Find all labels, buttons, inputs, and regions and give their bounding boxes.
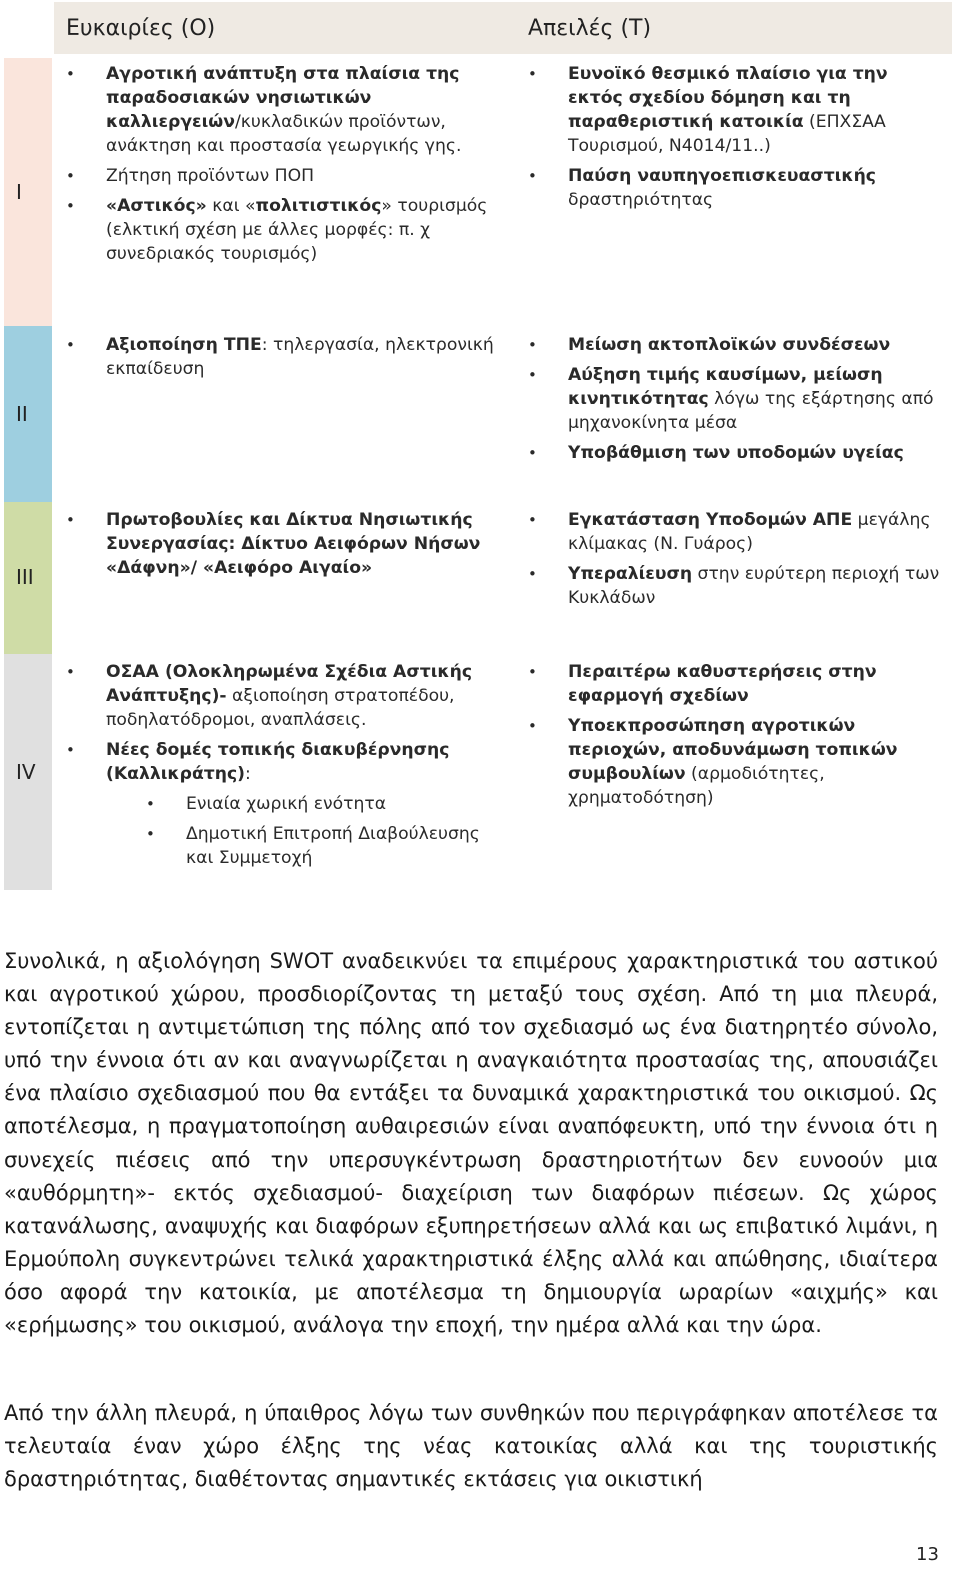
threats-cell-ii — [528, 333, 944, 471]
opportunities-cell-iii — [66, 508, 498, 586]
row-band-iii — [4, 502, 52, 654]
list-item: • Αξιοποίηση ΤΠΕ: τηλεργασία, ηλεκτρονική εκπαίδευση — [66, 333, 498, 381]
opportunities-header-text: Ευκαιρίες (O) — [66, 16, 216, 41]
list-item: • Υπεραλίευση στην ευρύτερη περιοχή των Κυκλάδων — [528, 562, 944, 610]
threats-cell-iii — [528, 508, 944, 616]
list-item: • ΟΣΑΑ (Ολοκληρωμένα Σχέδια Αστικής Ανάπτυξης)- αξιοποίηση στρατοπέδου, ποδηλατόδρομοι, αναπλάσεις. — [66, 660, 506, 732]
opportunities-header — [54, 2, 504, 54]
opportunities-cell-iv — [66, 660, 506, 876]
row-band-ii — [4, 326, 52, 502]
threats-header-text: Απειλές (T) — [528, 16, 652, 41]
page-number: 13 — [916, 1544, 939, 1565]
threats-cell-iv — [528, 660, 928, 816]
threats-header — [504, 2, 952, 54]
list-item: • Ευνοϊκό θεσμικό πλαίσιο για την εκτός σχεδίου δόμηση και τη παραθεριστική κατοικία (ΕΠΧΣΑΑ Τουρισμού, Ν4014/11..) — [528, 62, 944, 158]
sub-list-item: • Ενιαία χωρική ενότητα — [66, 792, 506, 816]
list-item: • Εγκατάσταση Υποδομών ΑΠΕ μεγάλης κλίμακας (Ν. Γυάρος) — [528, 508, 944, 556]
list-item: • Υποβάθμιση των υποδομών υγείας — [528, 441, 944, 465]
list-item: • Αγροτική ανάπτυξη στα πλαίσια της παραδοσιακών νησιωτικών καλλιεργειών/κυκλαδικών προϊόντων, ανάκτηση και προστασία γεωργικής γης. — [66, 62, 498, 158]
list-item: • Μείωση ακτοπλοϊκών συνδέσεων — [528, 333, 944, 357]
threats-cell-i — [528, 62, 944, 218]
list-item: • Αύξηση τιμής καυσίμων, μείωση κινητικότητας λόγω της εξάρτησης από μηχανοκίνητα μέσα — [528, 363, 944, 435]
list-item: • Παύση ναυπηγοεπισκευαστικής δραστηριότητας — [528, 164, 944, 212]
row-label: III — [16, 565, 34, 589]
list-item: • «Αστικός» και «πολιτιστικός» τουρισμός (ελκτική σχέση με άλλες μορφές: π. χ συνεδριακός τουρισμός) — [66, 194, 498, 266]
row-label: IV — [16, 760, 36, 784]
row-band-iv — [4, 654, 52, 890]
row-band-i — [4, 58, 52, 326]
list-item: • Υποεκπροσώπηση αγροτικών περιοχών, αποδυνάμωση τοπικών συμβουλίων (αρμοδιότητες, χρηματοδότηση) — [528, 714, 928, 810]
row-label: I — [16, 180, 22, 204]
list-item: • Ζήτηση προϊόντων ΠΟΠ — [66, 164, 498, 188]
row-label: II — [16, 402, 28, 426]
body-paragraph-2: Από την άλλη πλευρά, η ύπαιθρος λόγω των συνθηκών που περιγράφηκαν αποτέλεσε τα τελευταία έναν χώρο έλξης της νέας κατοικίας αλλά και της τουριστικής δραστηριότητας, διαθέτοντας σημαντικές εκτάσεις για οικιστική — [4, 1401, 938, 1492]
list-item: • Νέες δομές τοπικής διακυβέρνησης (Καλλικράτης): — [66, 738, 506, 786]
opportunities-cell-i — [66, 62, 498, 272]
list-item: • Πρωτοβουλίες και Δίκτυα Νησιωτικής Συνεργασίας: Δίκτυο Αειφόρων Νήσων «Δάφνη»/ «Αειφόρο Αιγαίο» — [66, 508, 498, 580]
opportunities-cell-ii — [66, 333, 498, 387]
list-item: • Περαιτέρω καθυστερήσεις στην εφαρμογή σχεδίων — [528, 660, 928, 708]
sub-list-item: • Δημοτική Επιτροπή Διαβούλευσης και Συμμετοχή — [66, 822, 506, 870]
body-paragraph-1: Συνολικά, η αξιολόγηση SWOT αναδεικνύει τα επιμέρους χαρακτηριστικά του αστικού και αγροτικού χώρου, προσδιορίζοντας τη μεταξύ τους σχέση. Από τη μια πλευρά, εντοπίζεται η αντιμετώπιση της πόλης από τον σχεδιασμό ως ένα διατηρητέο σύνολο, υπό την έννοια ότι αν και αναγνωρίζεται η αναγκαιότητα προστασίας της, απουσιάζει ένα πλαίσιο σχεδιασμού που θα εντάξει τα δυναμικά χαρακτηριστικά του οικισμού. Ως αποτέλεσμα, η πραγματοποίηση αυθαιρεσιών είναι αναπόφευκτη, υπό την έννοια ότι η συνεχείς πιέσεις από την υπερσυγκέντρωση δραστηριοτήτων δεν ευνοούν μια «αυθόρμητη»- εκτός σχεδιασμού- διαχείριση των διαφόρων πιέσεων. Ως χώρος κατανάλωσης, αναψυχής και διαφόρων εξυπηρετήσεων αλλά και ως επιβατικό λιμάνι, η Ερμούπολη συγκεντρώνει τελικά χαρακτηριστικά έλξης αλλά και απώθησης, ιδιαίτερα όσο αφορά την κατοικία, με αποτέλεσμα τη δημιουργία ωραρίων «αιχμής» και «ερήμωσης» του οικισμού, ανάλογα την εποχή, την ημέρα αλλά και την ώρα. — [4, 949, 938, 1338]
